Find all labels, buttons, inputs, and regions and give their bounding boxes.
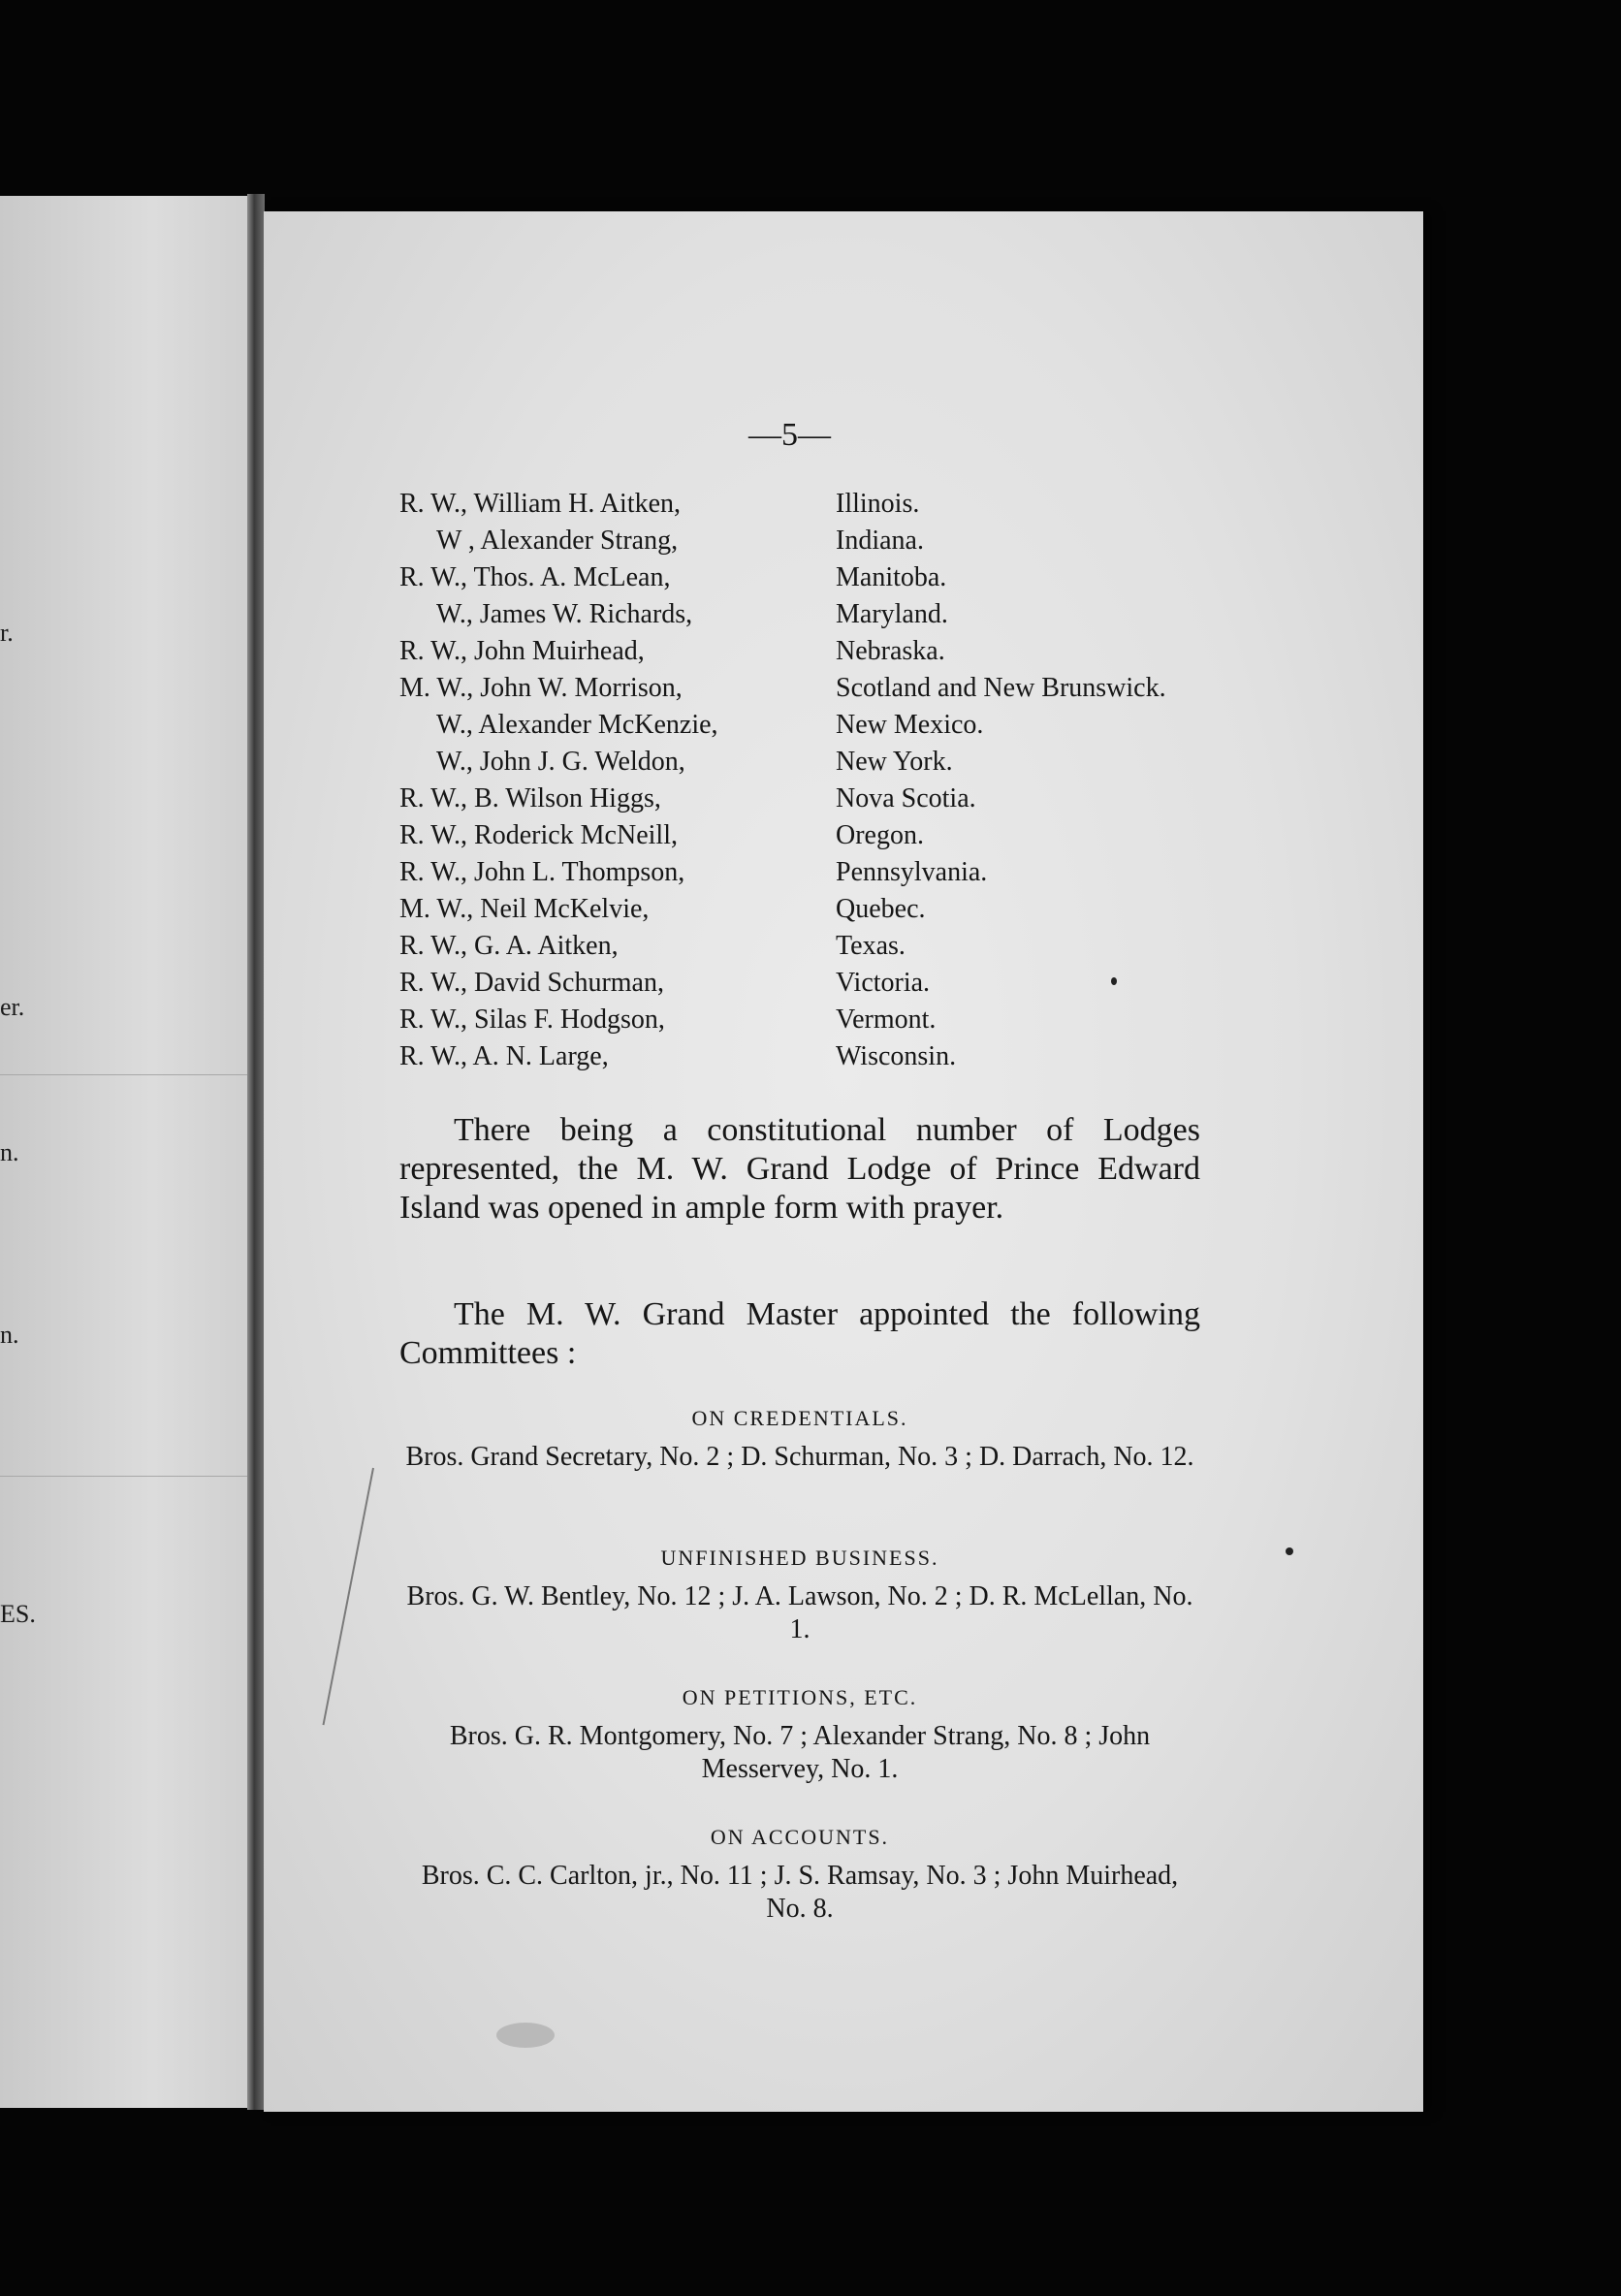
jurisdiction: Texas.	[836, 931, 906, 961]
pencil-mark	[322, 1468, 373, 1725]
roster-row	[399, 599, 1272, 636]
left-page-fragment: n.	[0, 1321, 19, 1349]
jurisdiction: Victoria.	[836, 968, 931, 998]
representative-name: R. W., David Schurman,	[399, 968, 664, 998]
left-page-rule	[0, 1074, 254, 1075]
representative-name: W., Alexander McKenzie,	[436, 710, 718, 740]
roster-row	[399, 747, 1272, 783]
roster-row	[399, 673, 1272, 710]
jurisdiction: Nebraska.	[836, 636, 945, 666]
jurisdiction: Pennsylvania.	[836, 857, 988, 887]
jurisdiction: Vermont.	[836, 1004, 937, 1035]
jurisdiction: Scotland and New Brunswick.	[836, 673, 1166, 703]
roster-row	[399, 968, 1272, 1004]
committee-heading: ON ACCOUNTS.	[710, 1825, 890, 1849]
jurisdiction: Indiana.	[836, 526, 924, 556]
left-page-edge	[0, 196, 254, 2108]
jurisdiction: New Mexico.	[836, 710, 984, 740]
committee-members: Bros. C. C. Carlton, jr., No. 11 ; J. S. Ramsay, No. 3 ; John Muirhead, No. 8.	[421, 1861, 1179, 1924]
committee-heading: ON PETITIONS, ETC.	[682, 1685, 918, 1709]
left-page-fragment: r.	[0, 619, 14, 647]
representative-name: W., James W. Richards,	[436, 599, 693, 629]
roster-row	[399, 562, 1272, 599]
paper-stain	[496, 2023, 555, 2048]
jurisdiction: Illinois.	[836, 489, 920, 519]
representative-name: R. W., A. N. Large,	[399, 1041, 609, 1071]
committee-members: Bros. G. W. Bentley, No. 12 ; J. A. Lawson, No. 2 ; D. R. McLellan, No. 1.	[406, 1581, 1193, 1644]
representative-name: R. W., John Muirhead,	[399, 636, 645, 666]
jurisdiction: Maryland.	[836, 599, 948, 629]
book-gutter	[247, 194, 265, 2110]
representative-roster	[399, 489, 1272, 1078]
committees-intro-paragraph: The M. W. Grand Master appointed the following Committees :	[399, 1296, 1200, 1371]
left-page-fragment: n.	[0, 1138, 19, 1166]
roster-row	[399, 636, 1272, 673]
representative-name: M. W., Neil McKelvie,	[399, 894, 650, 924]
roster-row	[399, 894, 1272, 931]
roster-row	[399, 783, 1272, 820]
representative-name: W , Alexander Strang,	[436, 526, 679, 556]
jurisdiction: Wisconsin.	[836, 1041, 957, 1071]
roster-row	[399, 820, 1272, 857]
roster-row	[399, 1041, 1272, 1078]
committee-heading: UNFINISHED BUSINESS.	[660, 1546, 939, 1570]
opening-paragraph: There being a constitutional number of Lodges represented, the M. W. Grand Lodge of Prince Edward Island was opened in ample form with prayer.	[399, 1112, 1200, 1226]
ink-speck	[1111, 977, 1117, 985]
representative-name: R. W., Thos. A. McLean,	[399, 562, 671, 592]
committee-members: Bros. Grand Secretary, No. 2 ; D. Schurman, No. 3 ; D. Darrach, No. 12.	[405, 1442, 1194, 1472]
page-number: —5—	[748, 417, 831, 453]
document-page	[264, 211, 1423, 2112]
representative-name: W., John J. G. Weldon,	[436, 747, 685, 777]
jurisdiction: Quebec.	[836, 894, 926, 924]
jurisdiction: New York.	[836, 747, 953, 777]
committee-heading: ON CREDENTIALS.	[691, 1406, 908, 1430]
jurisdiction: Manitoba.	[836, 562, 947, 592]
representative-name: R. W., B. Wilson Higgs,	[399, 783, 661, 813]
roster-row	[399, 931, 1272, 968]
roster-row	[399, 1004, 1272, 1041]
representative-name: R. W., William H. Aitken,	[399, 489, 682, 519]
left-page-fragment: er.	[0, 993, 25, 1021]
roster-row	[399, 489, 1272, 526]
left-page-rule	[0, 1476, 254, 1477]
committee-members: Bros. G. R. Montgomery, No. 7 ; Alexander Strang, No. 8 ; John Messervey, No. 1.	[449, 1721, 1151, 1784]
representative-name: R. W., John L. Thompson,	[399, 857, 685, 887]
jurisdiction: Oregon.	[836, 820, 924, 850]
jurisdiction: Nova Scotia.	[836, 783, 976, 813]
representative-name: M. W., John W. Morrison,	[399, 673, 683, 703]
representative-name: R. W., Roderick McNeill,	[399, 820, 678, 850]
representative-name: R. W., Silas F. Hodgson,	[399, 1004, 665, 1035]
ink-speck	[1286, 1547, 1293, 1555]
roster-row	[399, 857, 1272, 894]
left-page-fragment: ES.	[0, 1600, 36, 1628]
representative-name: R. W., G. A. Aitken,	[399, 931, 619, 961]
roster-row	[399, 526, 1272, 562]
roster-row	[399, 710, 1272, 747]
